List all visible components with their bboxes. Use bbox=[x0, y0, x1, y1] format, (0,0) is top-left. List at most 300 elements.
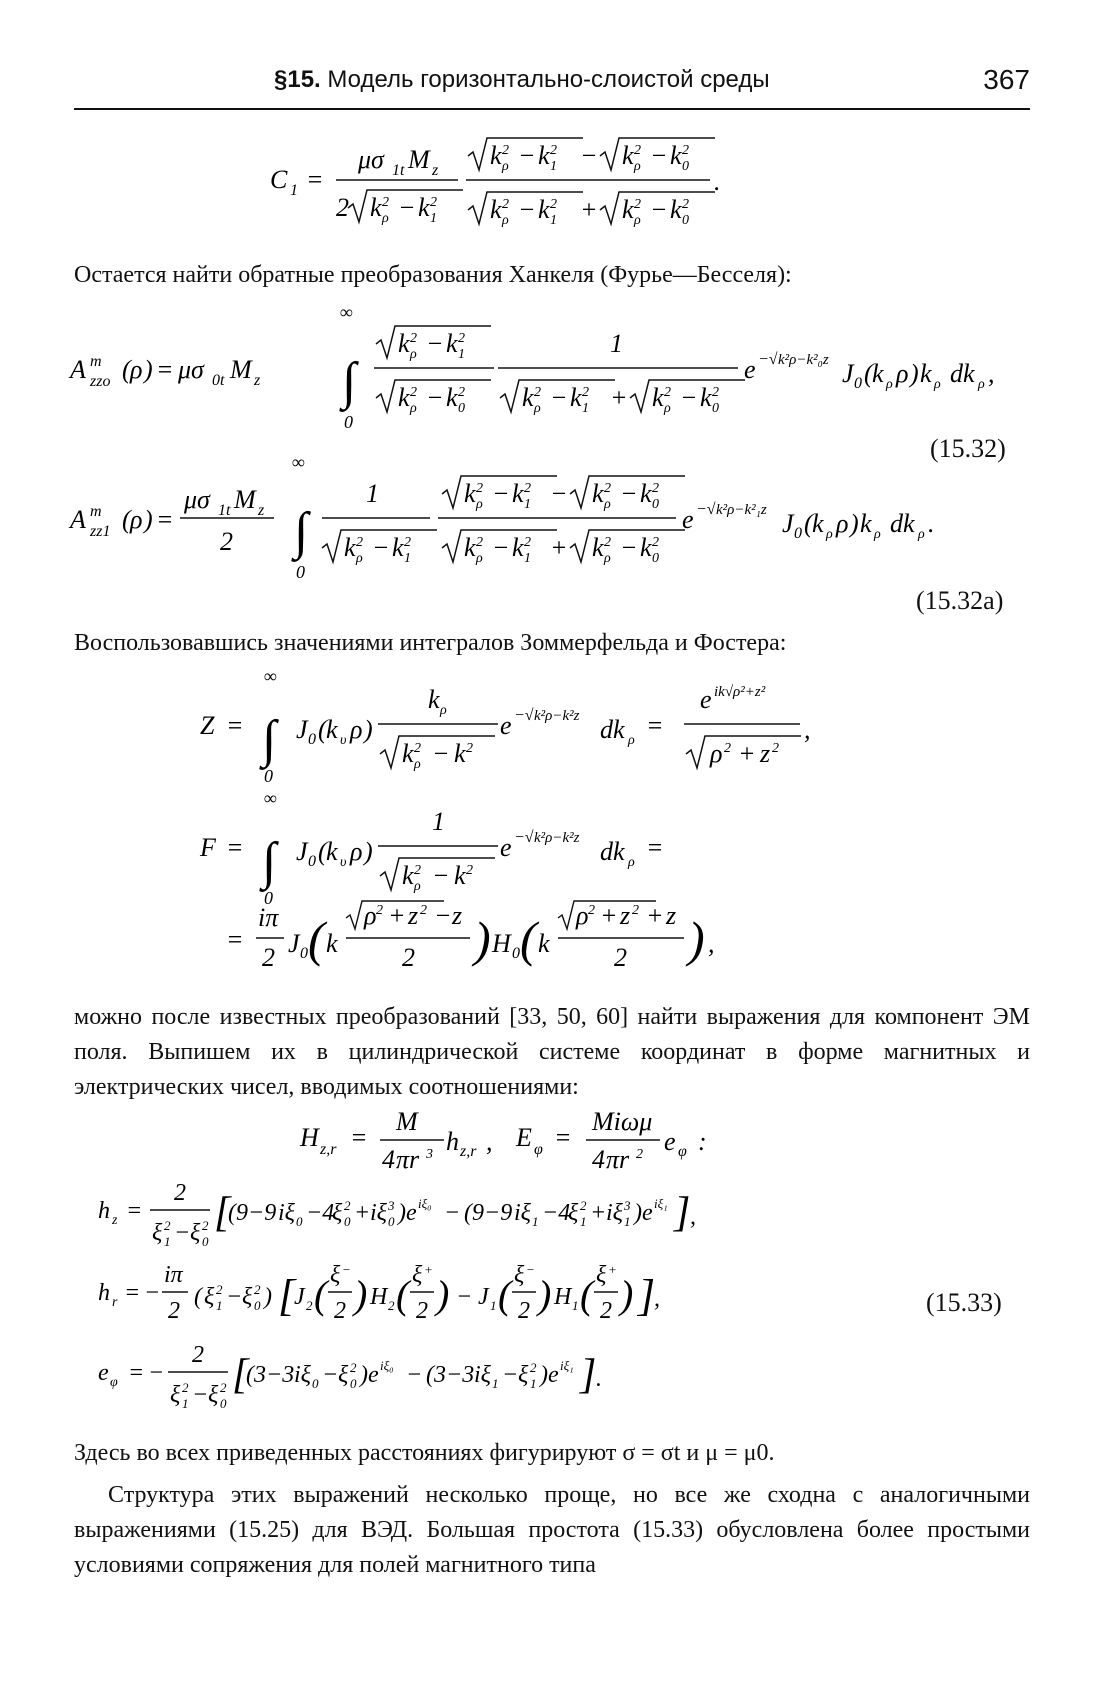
svg-text:+: + bbox=[590, 1200, 607, 1226]
svg-text:2: 2 bbox=[588, 903, 595, 918]
svg-text:k: k bbox=[402, 861, 414, 890]
svg-text:πr: πr bbox=[606, 1145, 630, 1174]
svg-text:k: k bbox=[538, 195, 550, 224]
svg-text:4: 4 bbox=[382, 1145, 395, 1174]
svg-text:−: − bbox=[620, 533, 638, 562]
svg-text:(3−3: (3−3 bbox=[426, 1362, 475, 1388]
svg-text:2: 2 bbox=[524, 481, 531, 496]
svg-text:k: k bbox=[538, 929, 550, 958]
svg-text:k: k bbox=[570, 383, 582, 412]
svg-text:−: − bbox=[144, 1280, 161, 1306]
svg-text:(: ( bbox=[396, 1272, 410, 1317]
svg-text:−: − bbox=[650, 195, 668, 224]
svg-text:k: k bbox=[464, 479, 476, 508]
svg-text:∫: ∫ bbox=[262, 833, 277, 890]
svg-text:(: ( bbox=[122, 505, 131, 534]
svg-text:e: e bbox=[98, 1360, 109, 1386]
svg-text:−: − bbox=[492, 533, 510, 562]
svg-text:h: h bbox=[98, 1280, 110, 1306]
svg-text:J: J bbox=[782, 509, 794, 538]
svg-text:): ) bbox=[540, 1362, 548, 1388]
svg-text:2: 2 bbox=[416, 1298, 428, 1324]
svg-text:k: k bbox=[326, 837, 338, 866]
svg-text:J: J bbox=[288, 929, 300, 958]
svg-text:e: e bbox=[406, 1200, 417, 1226]
svg-text:−: − bbox=[174, 1220, 191, 1246]
svg-text:1: 1 bbox=[524, 551, 531, 566]
svg-text:2: 2 bbox=[376, 903, 383, 918]
svg-text:zzo: zzo bbox=[90, 373, 111, 390]
svg-text:−: − bbox=[192, 1382, 209, 1408]
svg-text:): ) bbox=[634, 1200, 642, 1226]
svg-text:1: 1 bbox=[458, 347, 465, 362]
svg-text:F: F bbox=[200, 833, 216, 862]
svg-text:0: 0 bbox=[458, 401, 465, 416]
svg-text:z: z bbox=[666, 901, 677, 930]
svg-text:[: [ bbox=[214, 1190, 231, 1236]
svg-text:=: = bbox=[226, 711, 244, 740]
svg-text:−: − bbox=[322, 1362, 339, 1388]
svg-text:0: 0 bbox=[344, 412, 353, 432]
svg-text:e: e bbox=[368, 1362, 379, 1388]
svg-text:h: h bbox=[446, 1127, 459, 1156]
svg-text:1: 1 bbox=[492, 1376, 499, 1391]
svg-text:Miωμ: Miωμ bbox=[592, 1107, 653, 1136]
svg-text:k: k bbox=[920, 359, 932, 388]
svg-text:1: 1 bbox=[164, 1234, 171, 1249]
svg-text:ρ: ρ bbox=[710, 739, 723, 768]
svg-text:1: 1 bbox=[366, 479, 379, 508]
svg-text:): ) bbox=[688, 911, 705, 967]
svg-text:z: z bbox=[760, 739, 771, 768]
svg-text:−: − bbox=[650, 141, 668, 170]
formula-ephi bbox=[98, 1336, 898, 1416]
svg-text:M: M bbox=[408, 145, 430, 174]
svg-text:(9−9: (9−9 bbox=[228, 1200, 277, 1226]
svg-text:ξ: ξ bbox=[204, 1284, 215, 1310]
svg-text:m: m bbox=[90, 503, 102, 520]
formula-z-integral bbox=[200, 668, 920, 784]
page-number: 367 bbox=[983, 64, 1030, 95]
paragraph-1: Остается найти обратные преобразования Ханкеля (Фурье—Бесселя): bbox=[74, 262, 792, 288]
svg-text:k: k bbox=[522, 383, 534, 412]
svg-text:iξ₀: iξ₀ bbox=[380, 1358, 394, 1373]
svg-text:=: = bbox=[306, 165, 324, 194]
svg-text:k: k bbox=[454, 861, 466, 890]
svg-text:1: 1 bbox=[432, 807, 445, 836]
svg-text:): ) bbox=[620, 1272, 634, 1317]
svg-text:(3−3: (3−3 bbox=[246, 1362, 295, 1388]
svg-text:3: 3 bbox=[426, 1147, 433, 1162]
svg-text:(: ( bbox=[194, 1284, 202, 1310]
svg-text:2: 2 bbox=[476, 481, 483, 496]
formula-c1 bbox=[270, 118, 830, 236]
svg-text:=: = bbox=[156, 355, 174, 384]
svg-text:−: − bbox=[456, 1284, 473, 1310]
svg-text:0: 0 bbox=[652, 551, 659, 566]
svg-text:e: e bbox=[682, 505, 694, 534]
svg-text:2: 2 bbox=[550, 197, 557, 212]
svg-text:iπ: iπ bbox=[258, 903, 279, 932]
svg-text:M: M bbox=[234, 485, 256, 514]
svg-text:J: J bbox=[842, 359, 854, 388]
svg-text:e: e bbox=[548, 1362, 559, 1388]
svg-text:=: = bbox=[156, 505, 174, 534]
svg-text:H: H bbox=[492, 929, 511, 958]
svg-text:(: ( bbox=[864, 359, 873, 388]
svg-text:=: = bbox=[226, 833, 244, 862]
svg-text:2: 2 bbox=[174, 1180, 186, 1206]
svg-text:ρ: ρ bbox=[826, 527, 833, 542]
svg-text:C: C bbox=[270, 165, 288, 194]
svg-text:k²ρ−k²₀z: k²ρ−k²₀z bbox=[778, 352, 829, 368]
svg-text:z: z bbox=[620, 901, 631, 930]
svg-text:1: 1 bbox=[404, 551, 411, 566]
svg-text:0: 0 bbox=[300, 945, 308, 962]
svg-text:=: = bbox=[646, 833, 664, 862]
svg-text:2: 2 bbox=[410, 385, 417, 400]
formula-a-zz1 bbox=[70, 452, 1030, 582]
svg-text:2: 2 bbox=[262, 943, 275, 972]
svg-text:−: − bbox=[342, 1262, 351, 1277]
svg-text:z: z bbox=[112, 1213, 118, 1228]
svg-text:ξ: ξ bbox=[190, 1220, 201, 1246]
svg-text:): ) bbox=[850, 509, 859, 538]
svg-text:k: k bbox=[326, 929, 338, 958]
page-header bbox=[74, 58, 1030, 110]
svg-text:ρ: ρ bbox=[476, 551, 483, 566]
svg-text:): ) bbox=[364, 715, 373, 744]
svg-text:ξ: ξ bbox=[338, 1362, 349, 1388]
svg-text:1t: 1t bbox=[392, 162, 405, 179]
svg-text:e: e bbox=[664, 1127, 676, 1156]
svg-text:0: 0 bbox=[308, 731, 316, 748]
svg-text:−: − bbox=[680, 383, 698, 412]
svg-text:r: r bbox=[112, 1295, 118, 1310]
svg-text:ρ: ρ bbox=[414, 879, 421, 894]
svg-text:1: 1 bbox=[430, 211, 437, 226]
svg-text:∞: ∞ bbox=[340, 302, 353, 322]
svg-text:ξ: ξ bbox=[330, 1262, 341, 1288]
svg-text:ρ: ρ bbox=[534, 401, 541, 416]
svg-text:=: = bbox=[554, 1123, 572, 1152]
svg-text:2: 2 bbox=[430, 195, 437, 210]
svg-text:−: − bbox=[148, 1360, 165, 1386]
svg-text:ρ: ρ bbox=[604, 497, 611, 512]
svg-text:2: 2 bbox=[664, 385, 671, 400]
section-title bbox=[274, 66, 770, 94]
svg-text:iξ₁: iξ₁ bbox=[560, 1358, 574, 1373]
svg-text:∫: ∫ bbox=[342, 353, 357, 410]
svg-text:μσ: μσ bbox=[358, 145, 384, 174]
svg-text:2: 2 bbox=[634, 143, 641, 158]
svg-text::: : bbox=[698, 1127, 707, 1156]
svg-text:iξ₁: iξ₁ bbox=[654, 1196, 668, 1211]
svg-text:+: + bbox=[388, 901, 406, 930]
svg-text:): ) bbox=[538, 1272, 552, 1317]
svg-text:0: 0 bbox=[296, 562, 305, 582]
svg-text:1: 1 bbox=[524, 497, 531, 512]
svg-text:): ) bbox=[144, 355, 153, 384]
svg-text:1: 1 bbox=[216, 1298, 223, 1313]
svg-text:M: M bbox=[230, 355, 252, 384]
svg-text:): ) bbox=[364, 837, 373, 866]
svg-text:=: = bbox=[646, 711, 664, 740]
svg-text:J: J bbox=[296, 715, 308, 744]
svg-text:1: 1 bbox=[182, 1396, 189, 1411]
svg-text:−: − bbox=[518, 141, 536, 170]
formula-a-zzo bbox=[70, 302, 1030, 432]
svg-text:+: + bbox=[550, 533, 568, 562]
svg-text:(: ( bbox=[314, 1272, 328, 1317]
svg-text:]: ] bbox=[674, 1190, 691, 1236]
svg-text:2: 2 bbox=[182, 1380, 189, 1395]
svg-text:(: ( bbox=[804, 509, 813, 538]
svg-text:,: , bbox=[654, 1286, 660, 1312]
svg-text:−: − bbox=[372, 533, 390, 562]
svg-text:2: 2 bbox=[202, 1218, 209, 1233]
svg-text:k: k bbox=[512, 533, 524, 562]
svg-text:): ) bbox=[354, 1272, 368, 1317]
svg-text:2: 2 bbox=[724, 741, 731, 756]
svg-text:ρ: ρ bbox=[604, 551, 611, 566]
svg-text:dk: dk bbox=[950, 359, 975, 388]
svg-text:1: 1 bbox=[530, 1376, 537, 1391]
svg-text:k: k bbox=[446, 383, 458, 412]
svg-text:z: z bbox=[408, 901, 419, 930]
svg-text:2: 2 bbox=[518, 1298, 530, 1324]
formula-hr bbox=[98, 1256, 898, 1336]
svg-text:2: 2 bbox=[350, 1360, 357, 1375]
svg-text:k: k bbox=[326, 715, 338, 744]
svg-text:): ) bbox=[474, 911, 491, 967]
svg-text:ρ: ρ bbox=[410, 401, 417, 416]
svg-text:k: k bbox=[860, 509, 872, 538]
svg-text:]: ] bbox=[638, 1271, 656, 1320]
svg-text:ξ: ξ bbox=[596, 1262, 607, 1288]
svg-text:2: 2 bbox=[336, 193, 349, 222]
svg-text:−: − bbox=[580, 141, 598, 170]
svg-text:2: 2 bbox=[534, 385, 541, 400]
svg-text:e: e bbox=[500, 833, 512, 862]
svg-text:2: 2 bbox=[550, 143, 557, 158]
svg-text:zz1: zz1 bbox=[90, 523, 111, 540]
svg-text:(: ( bbox=[122, 355, 131, 384]
svg-text:2: 2 bbox=[402, 943, 415, 972]
svg-text:k: k bbox=[670, 195, 682, 224]
svg-text:0: 0 bbox=[264, 888, 273, 908]
svg-text:M: M bbox=[396, 1107, 418, 1136]
svg-text:z: z bbox=[432, 162, 439, 179]
svg-text:=: = bbox=[126, 1198, 143, 1224]
svg-text:): ) bbox=[436, 1272, 450, 1317]
svg-text:z: z bbox=[452, 901, 463, 930]
svg-text:2: 2 bbox=[458, 385, 465, 400]
svg-text:φ: φ bbox=[678, 1143, 687, 1160]
svg-text:H: H bbox=[554, 1284, 572, 1310]
svg-text:+: + bbox=[600, 901, 618, 930]
svg-text:−: − bbox=[434, 901, 452, 930]
svg-text:2: 2 bbox=[632, 903, 639, 918]
svg-text:,: , bbox=[486, 1127, 493, 1156]
svg-text:z: z bbox=[254, 372, 261, 389]
svg-text:ρ: ρ bbox=[382, 211, 389, 226]
svg-text:ρ: ρ bbox=[440, 703, 447, 718]
svg-text:0: 0 bbox=[682, 159, 689, 174]
svg-text:k²ρ−k²z: k²ρ−k²z bbox=[534, 708, 580, 724]
svg-text:e: e bbox=[642, 1200, 653, 1226]
svg-text:2: 2 bbox=[712, 385, 719, 400]
svg-text:ρ: ρ bbox=[896, 359, 909, 388]
svg-text:iξ: iξ bbox=[370, 1200, 387, 1226]
svg-text:∞: ∞ bbox=[264, 666, 277, 686]
svg-text:0: 0 bbox=[202, 1234, 209, 1249]
svg-text:iξ: iξ bbox=[278, 1200, 295, 1226]
svg-text:ρ: ρ bbox=[130, 505, 143, 534]
svg-text:1: 1 bbox=[532, 1214, 539, 1229]
svg-text:0: 0 bbox=[264, 766, 273, 786]
svg-text:ξ: ξ bbox=[514, 1262, 525, 1288]
paragraph-5: Структура этих выражений несколько проще, но все же сходна с аналогичными выражениями (15.25) для ВЭД. Большая простота (15.33) обусловлена более простыми условиями сопряжения для полей магнитного типа bbox=[74, 1482, 1030, 1578]
svg-text:,: , bbox=[988, 359, 995, 388]
svg-text:2: 2 bbox=[502, 143, 509, 158]
svg-text:−√: −√ bbox=[696, 501, 716, 518]
svg-text:k: k bbox=[418, 193, 430, 222]
svg-text:−√: −√ bbox=[514, 829, 534, 846]
svg-text:k: k bbox=[622, 195, 634, 224]
svg-text:2: 2 bbox=[410, 331, 417, 346]
svg-text:−4: −4 bbox=[306, 1200, 335, 1226]
svg-text:−: − bbox=[550, 383, 568, 412]
svg-text:k²ρ−k²z: k²ρ−k²z bbox=[534, 830, 580, 846]
svg-text:): ) bbox=[264, 1284, 272, 1310]
svg-text:2: 2 bbox=[524, 535, 531, 550]
svg-text:+: + bbox=[580, 195, 598, 224]
svg-text:k: k bbox=[490, 195, 502, 224]
paragraph-4: Здесь во всех приведенных расстояниях фигурируют σ = σt и μ = μ0. bbox=[74, 1440, 775, 1466]
svg-text:−: − bbox=[444, 1200, 461, 1226]
svg-text:+: + bbox=[610, 383, 628, 412]
svg-text:0: 0 bbox=[312, 1376, 319, 1391]
svg-text:.: . bbox=[596, 1366, 602, 1392]
svg-text:+: + bbox=[608, 1262, 617, 1277]
svg-text:−: − bbox=[492, 479, 510, 508]
svg-text:k: k bbox=[640, 479, 652, 508]
svg-text:0: 0 bbox=[308, 853, 316, 870]
svg-text:(: ( bbox=[520, 911, 537, 967]
svg-text:υ: υ bbox=[340, 733, 347, 748]
svg-text:k: k bbox=[592, 533, 604, 562]
svg-text:2: 2 bbox=[530, 1360, 537, 1375]
svg-text:): ) bbox=[910, 359, 919, 388]
svg-text:ρ: ρ bbox=[874, 527, 881, 542]
svg-text:φ: φ bbox=[110, 1375, 118, 1390]
svg-text:1: 1 bbox=[550, 159, 557, 174]
svg-text:−: − bbox=[426, 329, 444, 358]
svg-text:−: − bbox=[518, 195, 536, 224]
svg-text:e: e bbox=[744, 355, 756, 384]
svg-text:∞: ∞ bbox=[292, 452, 305, 472]
svg-text:ρ: ρ bbox=[978, 377, 985, 392]
svg-text:2: 2 bbox=[344, 1198, 351, 1213]
svg-text:ξ: ξ bbox=[332, 1200, 343, 1226]
svg-text:k: k bbox=[640, 533, 652, 562]
svg-text:2: 2 bbox=[600, 1298, 612, 1324]
svg-text:−: − bbox=[226, 1284, 243, 1310]
svg-text:k: k bbox=[512, 479, 524, 508]
svg-text:2: 2 bbox=[682, 197, 689, 212]
svg-text:2: 2 bbox=[404, 535, 411, 550]
svg-text:=: = bbox=[226, 925, 244, 954]
svg-text:iξ: iξ bbox=[294, 1362, 311, 1388]
svg-text:E: E bbox=[516, 1123, 532, 1152]
svg-text:ξ: ξ bbox=[152, 1220, 163, 1246]
svg-text:ρ: ρ bbox=[356, 551, 363, 566]
svg-text:k: k bbox=[428, 685, 440, 714]
svg-text:k: k bbox=[538, 141, 550, 170]
svg-text:): ) bbox=[360, 1362, 368, 1388]
svg-text:ρ: ρ bbox=[634, 159, 641, 174]
svg-text:z,r: z,r bbox=[460, 1143, 477, 1160]
formula-hz bbox=[98, 1176, 898, 1256]
svg-text:0: 0 bbox=[296, 1214, 303, 1229]
svg-text:k²ρ−k²₁z: k²ρ−k²₁z bbox=[716, 502, 767, 518]
svg-text:.: . bbox=[928, 509, 935, 538]
svg-text:2: 2 bbox=[306, 1298, 313, 1313]
svg-text:iπ: iπ bbox=[164, 1262, 183, 1288]
svg-text:2: 2 bbox=[388, 1298, 395, 1313]
svg-text:k: k bbox=[700, 383, 712, 412]
svg-text:k: k bbox=[370, 193, 382, 222]
svg-text:(: ( bbox=[308, 911, 325, 967]
svg-text:υ: υ bbox=[340, 855, 347, 870]
svg-text:k: k bbox=[398, 383, 410, 412]
svg-text:−: − bbox=[432, 739, 450, 768]
svg-text:2: 2 bbox=[356, 535, 363, 550]
svg-text:): ) bbox=[398, 1200, 406, 1226]
svg-text:J: J bbox=[296, 837, 308, 866]
svg-text:−: − bbox=[620, 479, 638, 508]
svg-text:dk: dk bbox=[600, 715, 625, 744]
svg-text:1: 1 bbox=[290, 182, 298, 199]
svg-text:2: 2 bbox=[580, 1198, 587, 1213]
svg-text:2: 2 bbox=[414, 863, 421, 878]
svg-text:2: 2 bbox=[414, 741, 421, 756]
svg-text:iξ: iξ bbox=[514, 1200, 531, 1226]
equation-number-15-33: (15.33) bbox=[926, 1288, 1002, 1317]
svg-text:ρ: ρ bbox=[628, 733, 635, 748]
svg-text:2: 2 bbox=[682, 143, 689, 158]
svg-text:2: 2 bbox=[604, 535, 611, 550]
svg-text:k: k bbox=[812, 509, 824, 538]
paragraph-3: можно после известных преобразований [33, 50, 60] найти выражения для компонент ЭМ поля. Выпишем их в цилиндрической системе координат в форме магнитных и электрических чисел, вводимых соотношениями: bbox=[74, 1004, 1030, 1100]
svg-text:∞: ∞ bbox=[264, 788, 277, 808]
formula-hz-definition bbox=[300, 1102, 760, 1182]
svg-text:0: 0 bbox=[682, 213, 689, 228]
svg-text:1: 1 bbox=[490, 1298, 497, 1313]
svg-text:e: e bbox=[500, 711, 512, 740]
svg-text:2: 2 bbox=[476, 535, 483, 550]
svg-text:−: − bbox=[426, 383, 444, 412]
svg-text:ρ: ρ bbox=[934, 377, 941, 392]
svg-text:ρ: ρ bbox=[886, 377, 893, 392]
formula-f-integral bbox=[200, 790, 920, 986]
svg-text:φ: φ bbox=[534, 1141, 543, 1158]
section-number: §15. bbox=[274, 66, 321, 93]
svg-text:−: − bbox=[406, 1362, 423, 1388]
svg-text:ρ: ρ bbox=[414, 757, 421, 772]
svg-text:iξ: iξ bbox=[606, 1200, 623, 1226]
